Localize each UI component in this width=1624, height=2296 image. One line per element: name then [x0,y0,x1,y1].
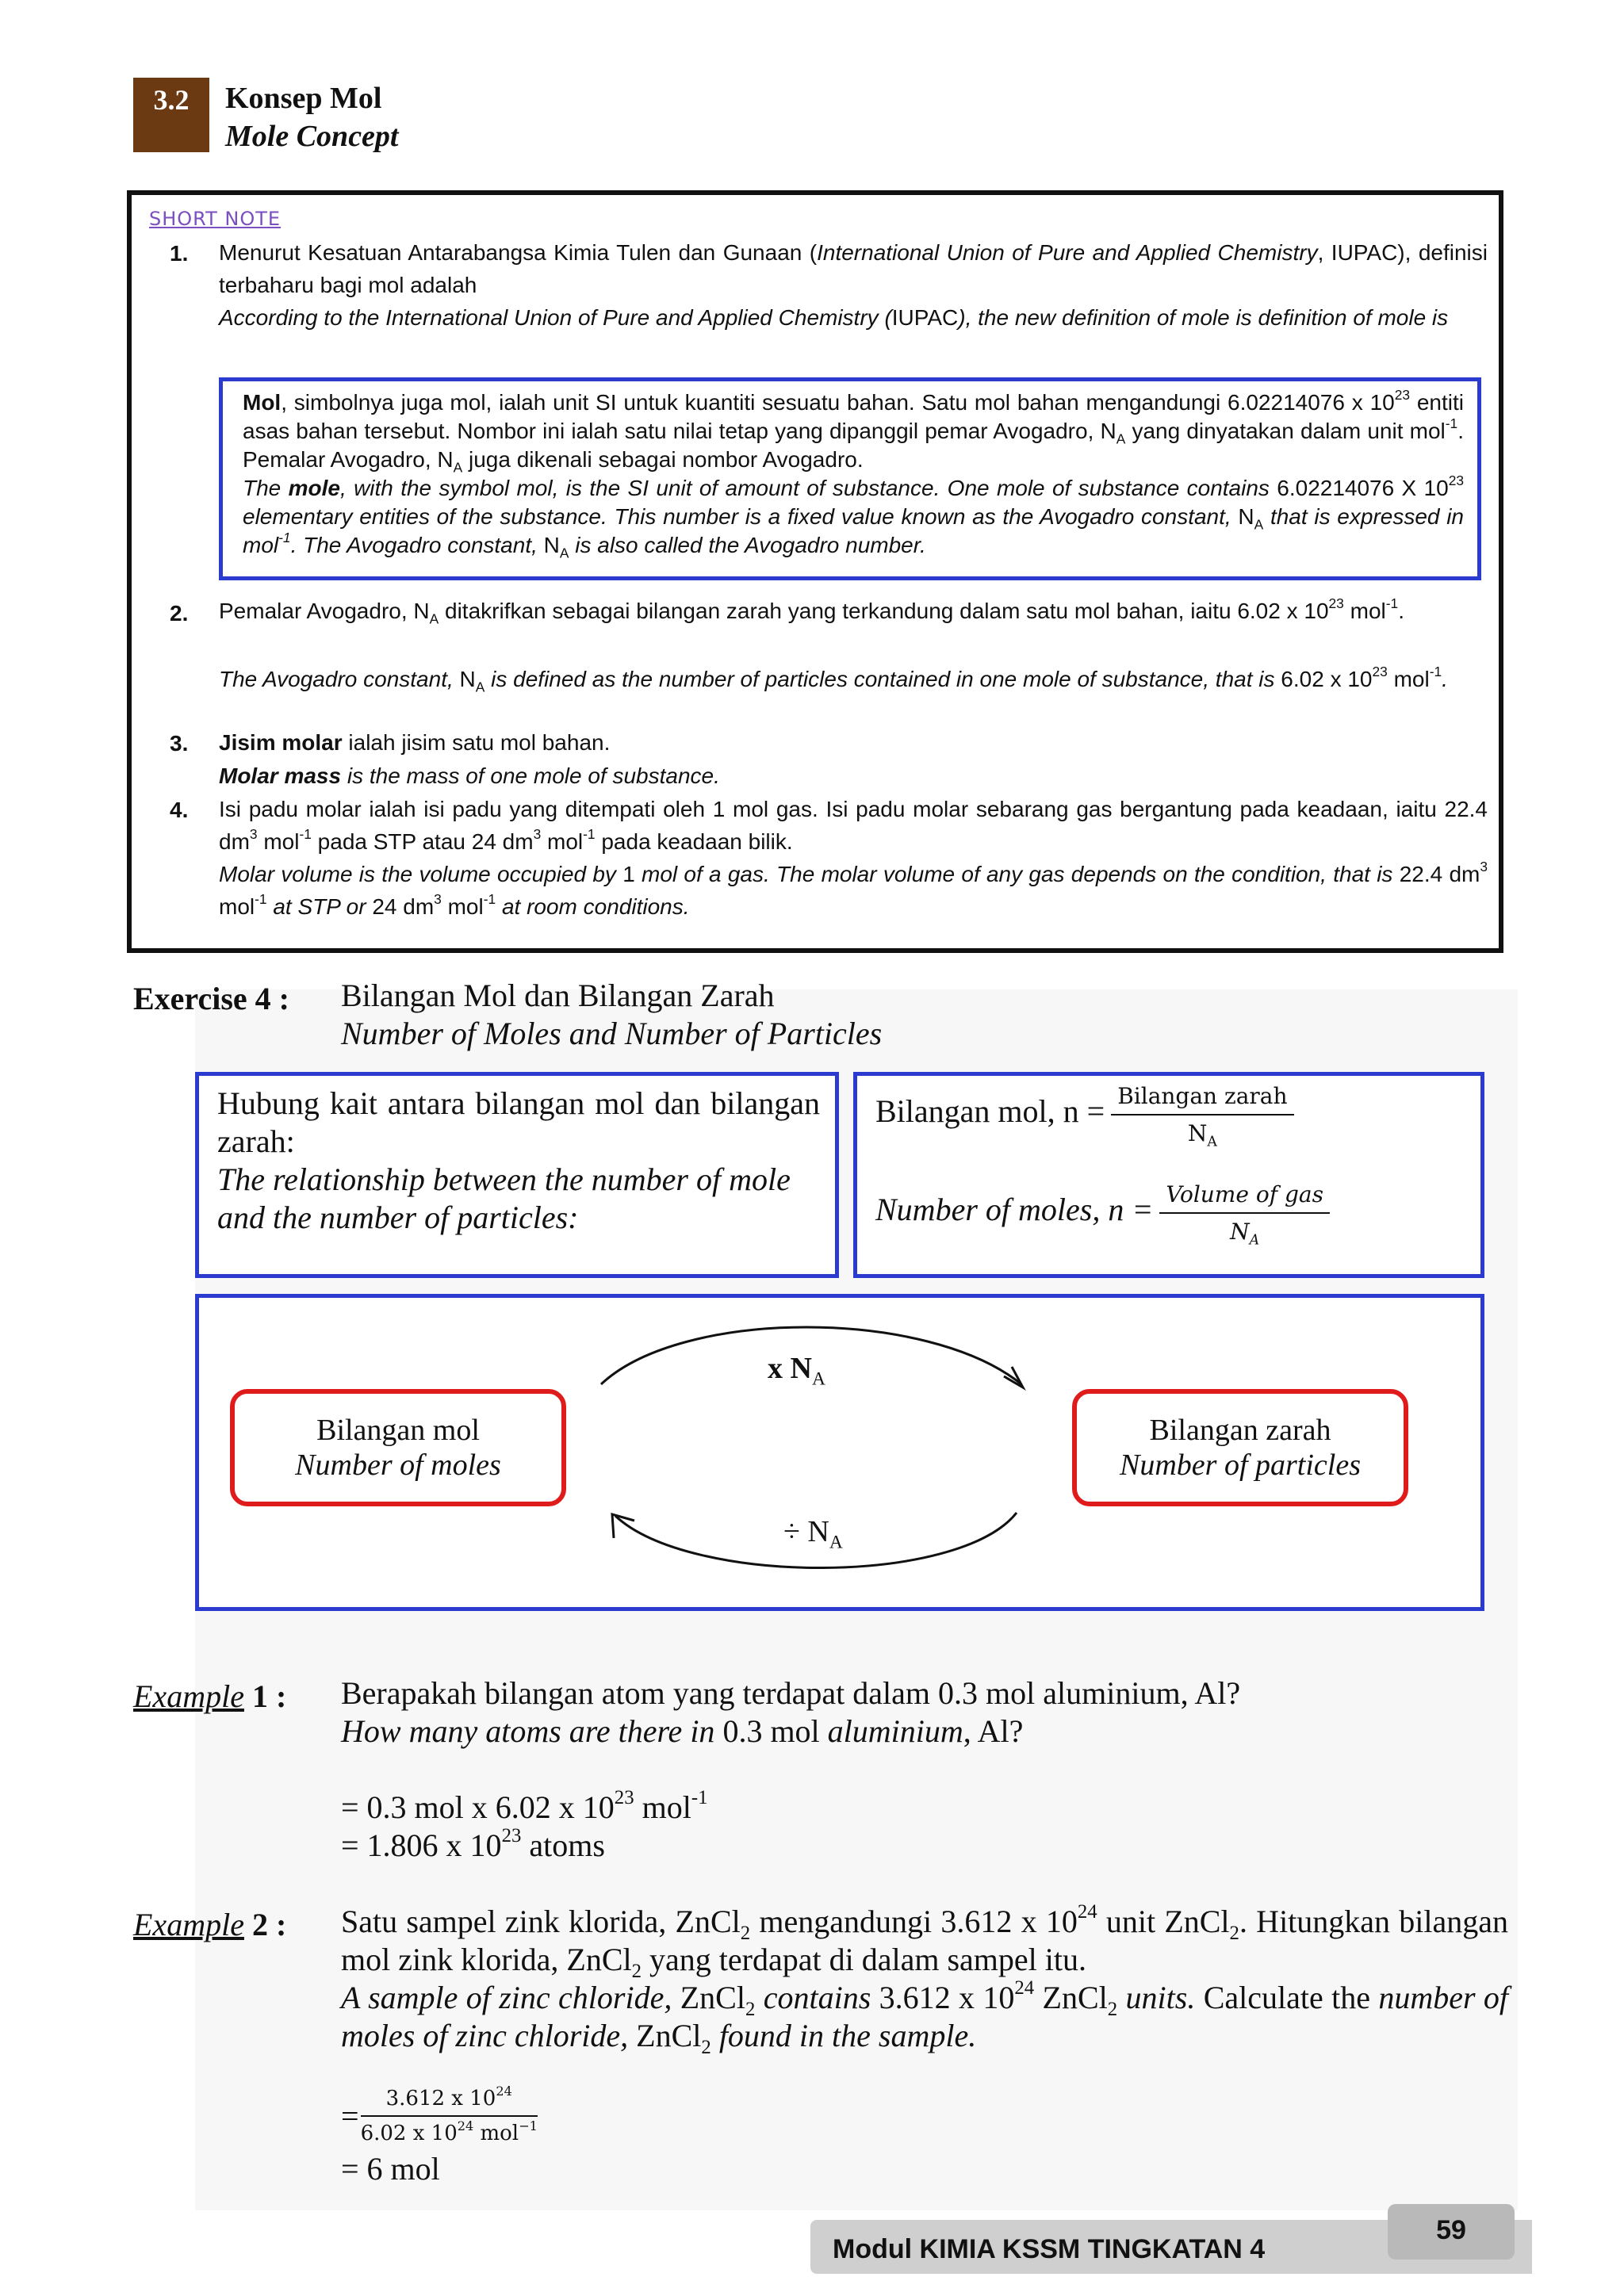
example2-denominator: 6.02 x $10^{24}$ mol$^{-1}$ [360,2118,538,2145]
example1-step1: = 0.3 mol x 6.02 x $10^{23}$ mol$^{-1}$ [341,1786,708,1825]
mole-definition-en: The mole, with the symbol mol, is the SI unit of amount of substance. One mole of substance contains 6.02214076 X $10^{23}$ elementary entities of the substance. This number is a fixed value known as the Avogadro constant, $N_A$ that is expressed in mol$^{-1}$. The Avogadro constant, $N_A$ is also called the Avogadro number. [243,473,1465,561]
particles-node-ms: Bilangan zarah [1149,1414,1331,1447]
moles-node-ms: Bilangan mol [316,1414,480,1447]
note-item-3-ms: Jisim molar ialah jisim satu mol bahan. [219,730,611,755]
section-title: Konsep Mol [225,82,382,115]
section-subtitle: Mole Concept [225,120,399,153]
multiply-na-label: x $N_A$ [768,1352,825,1390]
note-item-3-number: 3. [170,731,189,756]
note-item-4-en: Molar volume is the volume occupied by 1 mol of a gas. The molar volume of any gas depends on the condition, that is 22.4 $dm^3$ mol$^{-1}$ at STP or 24 $dm^3$ mol$^{-1}$ at room conditions. [219,859,1488,919]
divide-arrowhead [612,1514,634,1538]
divide-na-label: ÷ $N_A$ [783,1515,843,1553]
example2-answer: = 6 mol [341,2151,440,2187]
page-number: 59 [1388,2204,1515,2260]
note-item-1-ms: Menurut Kesatuan Antarabangsa Kimia Tulen dan Gunaan (International Union of Pure and Applied Chemistry, IUPAC), definisi terbaharu bagi mol adalah [219,240,1488,297]
example1-answer: = 1.806 x $10^{23}$ atoms [341,1824,605,1863]
example2-question-ms: Satu sampel zink klorida, ZnCl$_2$ mengandungi 3.612 x $10^{24}$ unit ZnCl$_2$. Hitungkan bilangan mol zink klorida, ZnCl$_2$ yang terdapat di dalam sampel itu. [341,1900,1509,1982]
section-number: 3.2 [133,78,209,152]
relationship-en: The relationship between the number of mole and the number of particles: [217,1161,791,1235]
note-item-1-en: According to the International Union of Pure and Applied Chemistry (IUPAC), the new definition of mole is definition of mole is [219,305,1449,330]
formula1-lhs: Bilangan mol, n = [875,1093,1105,1130]
note-item-3-en: Molar mass is the mass of one mole of substance. [219,763,720,788]
note-item-4-number: 4. [170,798,189,822]
moles-node-en: Number of moles [295,1448,501,1482]
relationship-ms: Hubung kait antara bilangan mol dan bilangan zarah: [217,1085,820,1159]
note-item-2-number: 2. [170,601,189,626]
note-item-2-ms: Pemalar Avogadro, $N_A$ ditakrifkan sebagai bilangan zarah yang terkandung dalam satu mol bahan, iaitu 6.02 x $10^{23}$ mol$^{-1}$. [219,595,1404,627]
exercise-label: Exercise 4 : [133,981,289,1016]
example2-fraction: = $\frac{3.612 x 10^{24}}{6.02 x 10^{24} mol^{-1}}$ [341,2083,538,2145]
example1-question-en: How many atoms are there in 0.3 mol aluminium, Al? [341,1713,1024,1749]
example2-numerator: 3.612 x $10^{24}$ [361,2087,538,2117]
formula1-numerator: Bilangan zarah [1111,1083,1293,1115]
formula1-denominator: $N_A$ [1187,1120,1217,1150]
short-note-label: SHORT NOTE [149,208,282,230]
formula-moles-volume [875,1181,1330,1249]
example2-question-en: A sample of zinc chloride, ZnCl$_2$ contains 3.612 x $10^{24}$ ZnCl$_2$ units. Calculate the number of moles of zinc chloride, ZnCl$_2$ found in the sample. [341,1976,1509,2058]
formula2-fraction [1159,1181,1330,1249]
formula2-numerator: Volume of gas [1159,1181,1330,1214]
footer-text: Modul KIMIA KSSM TINGKATAN 4 [833,2234,1266,2264]
example1-question-ms: Berapakah bilangan atom yang terdapat dalam 0.3 mol aluminium, Al? [341,1675,1241,1711]
exercise-title-ms: Bilangan Mol dan Bilangan Zarah [341,978,775,1013]
moles-node [230,1389,566,1506]
formula-moles-particles [875,1083,1294,1150]
formula2-lhs: Number of moles, n = [875,1192,1154,1228]
mole-definition-ms: Mol, simbolnya juga mol, ialah unit SI untuk kuantiti sesuatu bahan. Satu mol bahan mengandungi 6.02214076 x $10^{23}$ entiti asas bahan tersebut. Nombor ini ialah satu nilai tetap yang dipanggil pemar Avogadro, $N_A$ yang dinyatakan dalam unit mol$^{-1}$. Pemalar Avogadro, $N_A$ juga dikenali sebagai nombor Avogadro. [243,387,1464,476]
note-item-2-en: The Avogadro constant, $N_A$ is defined as the number of particles contained in one mole of substance, that is 6.02 x $10^{23}$ mol$^{-1}$. [219,664,1448,695]
formula1-fraction [1111,1083,1293,1150]
formula2-denominator: $N_A$ [1230,1219,1260,1249]
particles-node-en: Number of particles [1120,1448,1361,1482]
particles-node [1072,1389,1408,1506]
note-item-4-ms: Isi padu molar ialah isi padu yang ditempati oleh 1 mol gas. Isi padu molar sebarang gas bergantung pada keadaan, iaitu 22.4 $dm^3$ mol$^{-1}$ pada STP atau 24 $dm^3$ mol$^{-1}$ pada keadaan bilik. [219,797,1488,854]
example2-label: Example 2 : [133,1907,287,1942]
exercise-title-en: Number of Moles and Number of Particles [341,1016,883,1051]
note-item-1-number: 1. [170,241,189,266]
example1-label: Example 1 : [133,1678,287,1714]
